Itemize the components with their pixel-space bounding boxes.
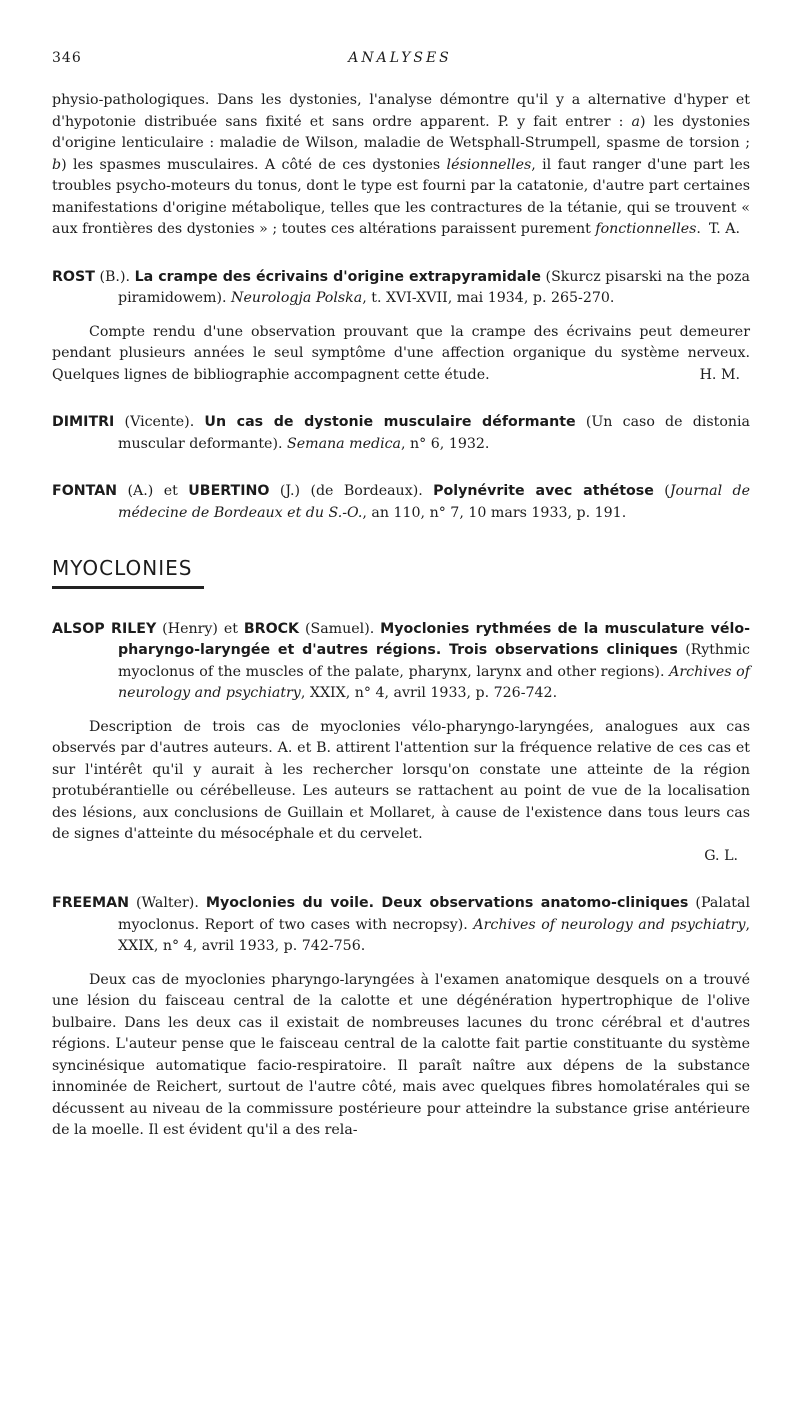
entry-ref: (Rythmic myoclonus of the muscles of the palate, pharynx, larynx and other regions). — [118, 642, 750, 680]
entry-journal: Archives of neurology and psychiatry — [118, 663, 750, 701]
intro-lesional: lésionnelles — [446, 156, 532, 173]
intro-mark-b: b — [52, 156, 62, 173]
entry-author: FREEMAN — [52, 895, 129, 911]
entry-initials: (Walter). — [128, 895, 206, 911]
intro-functional: fonctionnelles — [595, 221, 697, 237]
page-content — [52, 90, 750, 1142]
entry-ref: (Un caso de distonia muscular deformante). — [118, 414, 750, 452]
entry-initials: (Vicente). — [114, 414, 205, 430]
entry-title: Polynévrite avec athétose — [433, 483, 654, 499]
entry-journal: Neurologja Polska — [231, 290, 363, 306]
entry-rost — [52, 267, 750, 310]
page-header — [52, 50, 748, 74]
entry-ref: ( — [653, 483, 670, 499]
summary-signature: H. M. — [699, 366, 740, 383]
entry-initials: (A.) et — [117, 483, 189, 499]
entry-ref: (Palatal myoclonus. Report of two cases with necropsy). — [118, 895, 751, 933]
entry-author: ALSOP RILEY — [52, 620, 157, 637]
entry-title: Un cas de dystonie musculaire déformante — [204, 414, 576, 430]
section-heading: MYOCLONIES — [52, 558, 204, 589]
entry-ref-tail: , XXIX, n° 4, avril 1933, p. 742-756. — [118, 916, 750, 954]
entry-ref-tail: , XXIX, n° 4, avril 1933, p. 726-742. — [300, 685, 558, 701]
entry-ref: (Skurcz pisarski na the poza piramidowem). — [118, 268, 750, 306]
entry-fontan — [52, 481, 750, 524]
entry-author-2: UBERTINO — [188, 483, 270, 499]
entry-initials-2: (Samuel). — [299, 620, 381, 637]
entry-title: Myoclonies rythmées de la musculature vélo-pharyngo-laryngée et d'autres régions. Trois observations cliniques — [118, 620, 750, 658]
entry-summary: Deux cas de myoclonies pharyngo-laryngées à l'examen anatomique desquels on a trouvé une lésion du faisceau central de la calotte et une dégénération hypertrophique de l'olive bulbaire. Dans les deux cas il existait de nombreuses lacunes du tronc cérébral et d'autres régions. L'auteur pense que le faisceau central de la calotte fait partie constituante du système syncinésique automatique facio-respiratoire. Il paraît naître aux dépens de la substance innominée de Reichert, surtout de l'autre côté, mais avec quelques fibres homolatérales qui se décussent au niveau de la commissure postérieure pour atteindre la substance grise antérieure de la moelle. Il est évident qu'il a des rela- — [52, 971, 750, 1138]
entry-author: DIMITRI — [52, 414, 115, 430]
page-number: 346 — [52, 50, 82, 66]
entry-freeman — [52, 893, 750, 958]
entry-summary — [52, 322, 750, 387]
entry-ref-tail: , n° 6, 1932. — [401, 435, 490, 452]
intro-text-5: . — [696, 221, 701, 237]
entry-initials: (B.). — [94, 268, 135, 285]
intro-text-1: physio-pathologiques. Dans les dystonies, l'analyse démontre qu'il y a alternative d'hyper et d'hypotonie distribuée sans fixité et sans ordre apparent. P. y fait entrer : — [52, 92, 750, 130]
entry-alsop-riley — [52, 619, 750, 705]
entry-author: FONTAN — [52, 483, 118, 499]
entry-journal: Archives of neurology and psychiatry — [473, 916, 746, 933]
running-title: ANALYSES — [348, 50, 452, 66]
entry-dimitri — [52, 412, 750, 455]
intro-text-2: ) les dystonies d'origine lenticulaire : maladie de Wilson, maladie de Wetsphall-Strumpell, spasme de torsion ; — [52, 113, 751, 151]
entry-journal: Journal de médecine de Bordeaux et du S.-O. — [118, 483, 751, 521]
entry-title: La crampe des écrivains d'origine extrapyramidale — [134, 268, 541, 285]
intro-paragraph — [52, 90, 750, 241]
summary-text: Compte rendu d'une observation prouvant que la crampe des écrivains peut demeurer pendant plusieurs années le seul symptôme d'une affection organique du système nerveux. Quelques lignes de bibliographie accompagnent cette étude. — [52, 323, 750, 383]
entry-author-2: BROCK — [243, 620, 300, 637]
intro-text-4: , il faut ranger d'une part les troubles psycho-moteurs du tonus, dont le type est fourni par la catatonie, d'autre part certaines manifestations d'origine métabolique, telles que les contractures de la tétanie, qui se trouvent « aux frontières des dystonies » ; toutes ces altérations paraissent purement — [52, 156, 750, 237]
intro-text-3: ) les spasmes musculaires. A côté de ces dystonies — [61, 156, 447, 173]
entry-ref-tail: , t. XVI-XVII, mai 1934, p. 265-270. — [362, 290, 615, 306]
intro-signature: T. A. — [708, 221, 740, 237]
entry-initials-2: (J.) (de Bordeaux). — [269, 483, 434, 499]
intro-mark-a: a — [631, 113, 641, 130]
entry-journal: Semana medica — [287, 435, 402, 452]
entry-summary: Description de trois cas de myoclonies vélo-pharyngo-laryngées, analogues aux cas observés par d'autres auteurs. A. et B. attirent l'attention sur la fréquence relative de ces cas et sur l'intérêt qu'il y aurait à les rechercher lorsqu'on constate une atteinte de la région protubérantielle ou cérébelleuse. Les auteurs se rattachent au point de vue de la localisation des lésions, aux conclusions de Guillain et Mollaret, à cause de l'existence dans tous leurs cas de signes d'atteinte du mésocéphale et du cervelet. — [52, 718, 750, 842]
entry-initials: (Henry) et — [156, 620, 244, 637]
entry-ref-tail: , an 110, n° 7, 10 mars 1933, p. 191. — [362, 504, 627, 521]
summary-signature: G. L. — [704, 847, 738, 864]
entry-author: ROST — [52, 268, 95, 285]
entry-title: Myoclonies du voile. Deux observations anatomo-cliniques — [205, 895, 689, 911]
